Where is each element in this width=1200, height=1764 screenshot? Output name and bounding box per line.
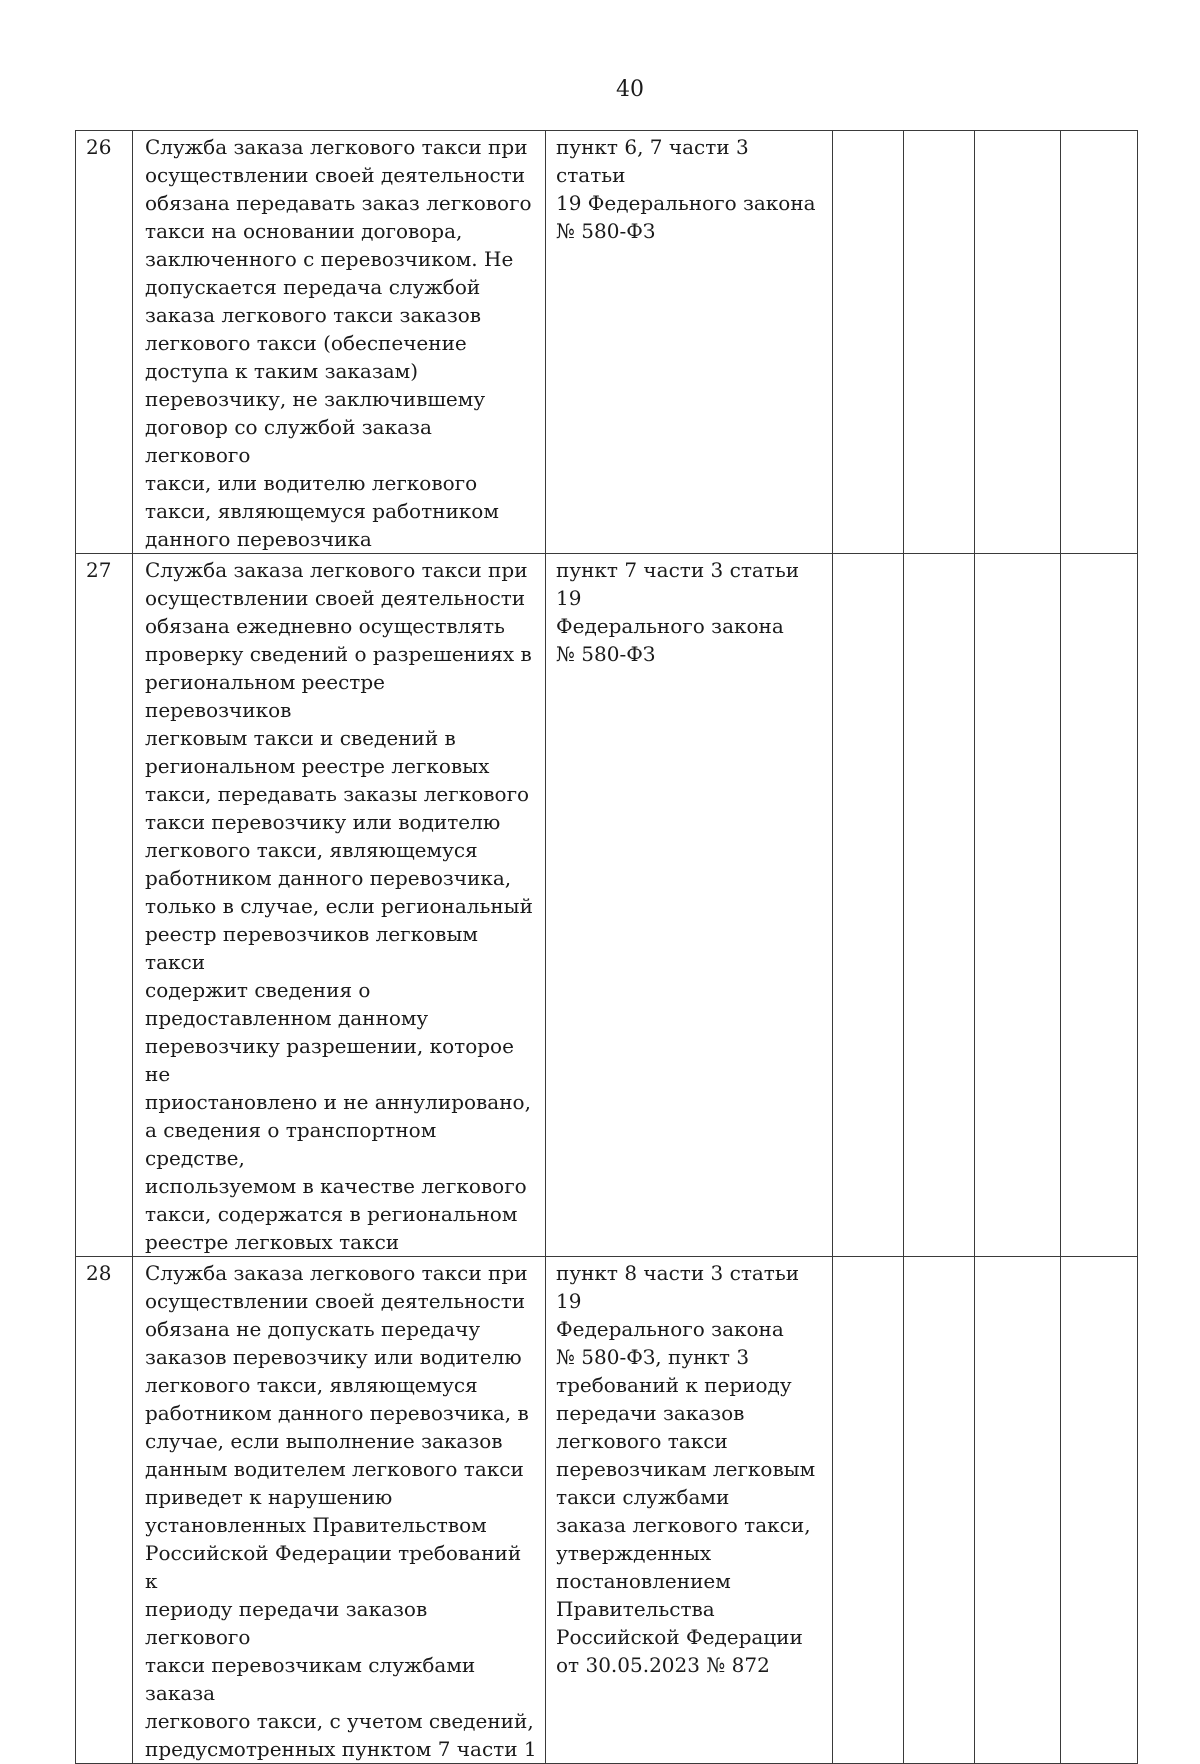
- empty-cell: [1061, 554, 1138, 1257]
- legal-basis-text: пункт 6, 7 части 3 статьи 19 Федерального закона № 580-ФЗ: [546, 131, 833, 554]
- empty-cell: [833, 1257, 904, 1764]
- legal-basis-text: пункт 8 части 3 статьи 19 Федерального закона № 580-ФЗ, пункт 3 требований к периоду передачи заказов легкового такси перевозчикам легковым такси службами заказа легкового такси, утвержденных постановлением Правительства Российской Федерации от 30.05.2023 № 872: [546, 1257, 833, 1764]
- table-row: [76, 1257, 1138, 1764]
- empty-cell: [975, 554, 1061, 1257]
- empty-cell: [975, 1257, 1061, 1764]
- requirement-text: Служба заказа легкового такси при осуществлении своей деятельности обязана передавать заказ легкового такси на основании договора, заключенного с перевозчиком. Не допускается передача службой заказа легкового такси заказов легкового такси (обеспечение доступа к таким заказам) перевозчику, не заключившему договор со службой заказа легкового такси, или водителю легкового такси, являющемуся работником данного перевозчика: [133, 131, 546, 554]
- empty-cell: [975, 131, 1061, 554]
- legal-basis-text: пункт 7 части 3 статьи 19 Федерального закона № 580-ФЗ: [546, 554, 833, 1257]
- empty-cell: [904, 131, 975, 554]
- requirement-text: Служба заказа легкового такси при осуществлении своей деятельности обязана ежедневно осуществлять проверку сведений о разрешениях в региональном реестре перевозчиков легковым такси и сведений в региональном реестре легковых такси, передавать заказы легкового такси перевозчику или водителю легкового такси, являющемуся работником данного перевозчика, только в случае, если региональный реестр перевозчиков легковым такси содержит сведения о предоставленном данному перевозчику разрешении, которое не приостановлено и не аннулировано, а сведения о транспортном средстве, используемом в качестве легкового такси, содержатся в региональном реестре легковых такси: [133, 554, 546, 1257]
- page-number: 40: [616, 77, 644, 102]
- empty-cell: [904, 1257, 975, 1764]
- table-row: [76, 554, 1138, 1257]
- empty-cell: [1061, 131, 1138, 554]
- empty-cell: [833, 554, 904, 1257]
- empty-cell: [904, 554, 975, 1257]
- requirements-table: [75, 130, 1138, 1764]
- row-number: 28: [76, 1257, 133, 1764]
- requirement-text: Служба заказа легкового такси при осуществлении своей деятельности обязана не допускать передачу заказов перевозчику или водителю легкового такси, являющемуся работником данного перевозчика, в случае, если выполнение заказов данным водителем легкового такси приведет к нарушению установленных Правительством Российской Федерации требований к периоду передачи заказов легкового такси перевозчикам службами заказа легкового такси, с учетом сведений, предусмотренных пунктом 7 части 1: [133, 1257, 546, 1764]
- empty-cell: [1061, 1257, 1138, 1764]
- table-row: [76, 131, 1138, 554]
- row-number: 27: [76, 554, 133, 1257]
- row-number: 26: [76, 131, 133, 554]
- empty-cell: [833, 131, 904, 554]
